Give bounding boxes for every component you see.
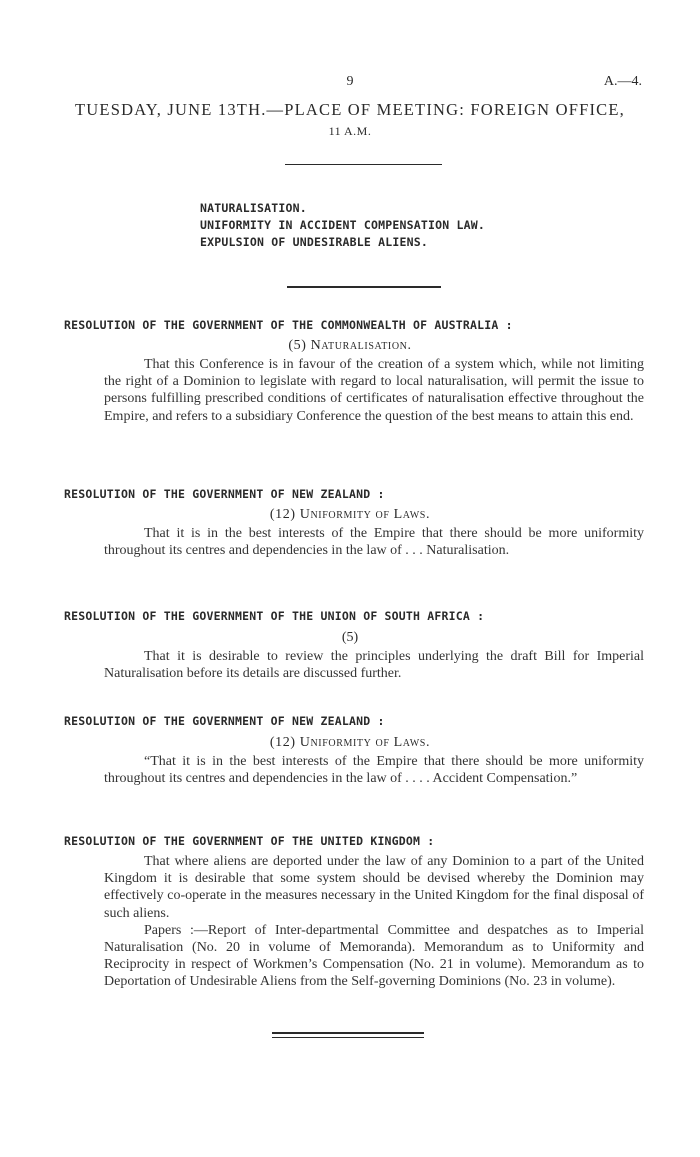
subject-item: UNIFORMITY IN ACCIDENT COMPENSATION LAW. xyxy=(200,218,485,232)
resolution-heading: RESOLUTION OF THE GOVERNMENT OF THE COMMONWEALTH OF AUSTRALIA : xyxy=(64,318,513,332)
resolution-text xyxy=(104,525,644,559)
thin-divider xyxy=(285,164,442,165)
resolution-number: (5) xyxy=(341,630,359,645)
resolution-paragraph: That where aliens are deported under the law of any Dominion to a part of the United Kingdom it is desirable that some system should be devised whereby the Dominion may effectively co-operate in the measures necessary in the United Kingdom for the final disposal of such aliens. xyxy=(104,854,644,921)
page-number: 9 xyxy=(346,74,354,89)
resolution-heading: RESOLUTION OF THE GOVERNMENT OF THE UNITED KINGDOM : xyxy=(64,834,435,848)
resolution-number: (12) Uniformity of Laws. xyxy=(269,507,431,522)
resolution-heading: RESOLUTION OF THE GOVERNMENT OF NEW ZEALAND : xyxy=(64,487,385,501)
resolution-number: (5) Naturalisation. xyxy=(288,338,412,353)
document-reference: A.—4. xyxy=(603,74,642,89)
subject-list xyxy=(200,200,485,251)
meeting-time: 11 A.M. xyxy=(328,124,372,138)
closing-divider-top xyxy=(272,1032,424,1034)
resolution-heading: RESOLUTION OF THE GOVERNMENT OF NEW ZEALAND : xyxy=(64,714,385,728)
resolution-number: (12) Uniformity of Laws. xyxy=(269,735,431,750)
resolution-text xyxy=(104,853,644,991)
resolution-paragraph: That it is desirable to review the principles underlying the draft Bill for Imperial Naturalisation before its details are discussed further. xyxy=(104,649,644,682)
resolution-text xyxy=(104,648,644,682)
meeting-headline: TUESDAY, JUNE 13TH.—PLACE OF MEETING: FOREIGN OFFICE, xyxy=(75,100,625,119)
resolution-paragraph: That it is in the best interests of the Empire that there should be more uniformity throughout its centres and dependencies in the law of . . . Naturalisation. xyxy=(104,526,644,559)
resolution-paragraph: “That it is in the best interests of the Empire that there should be more uniformity throughout its centres and dependencies in the law of . . . . Accident Compensation.” xyxy=(104,754,644,787)
subject-item: EXPULSION OF UNDESIRABLE ALIENS. xyxy=(200,235,428,249)
closing-divider-bottom xyxy=(272,1037,424,1038)
thick-divider xyxy=(287,286,441,288)
papers-paragraph: Papers :—Report of Inter-departmental Committee and despatches as to Imperial Naturalisation (No. 20 in volume of Memoranda). Memorandum as to Uniformity and Reciprocity in respect of Workmen’s Compensation (No. 21 in volume). Memorandum as to Deportation of Undesirable Aliens from the Self-governing Dominions (No. 23 in volume). xyxy=(104,922,644,990)
resolution-text xyxy=(104,356,644,425)
resolution-paragraph: That this Conference is in favour of the creation of a system which, while not limiting the right of a Dominion to legislate with regard to local naturalisation, will permit the issue to persons fulfilling prescribed conditions of certificates of naturalisation effective throughout the Empire, and refers to a subsidiary Conference the question of the best means to attain this end. xyxy=(104,357,644,424)
resolution-heading: RESOLUTION OF THE GOVERNMENT OF THE UNION OF SOUTH AFRICA : xyxy=(64,609,485,623)
resolution-text xyxy=(104,753,644,787)
subject-item: NATURALISATION. xyxy=(200,201,307,215)
